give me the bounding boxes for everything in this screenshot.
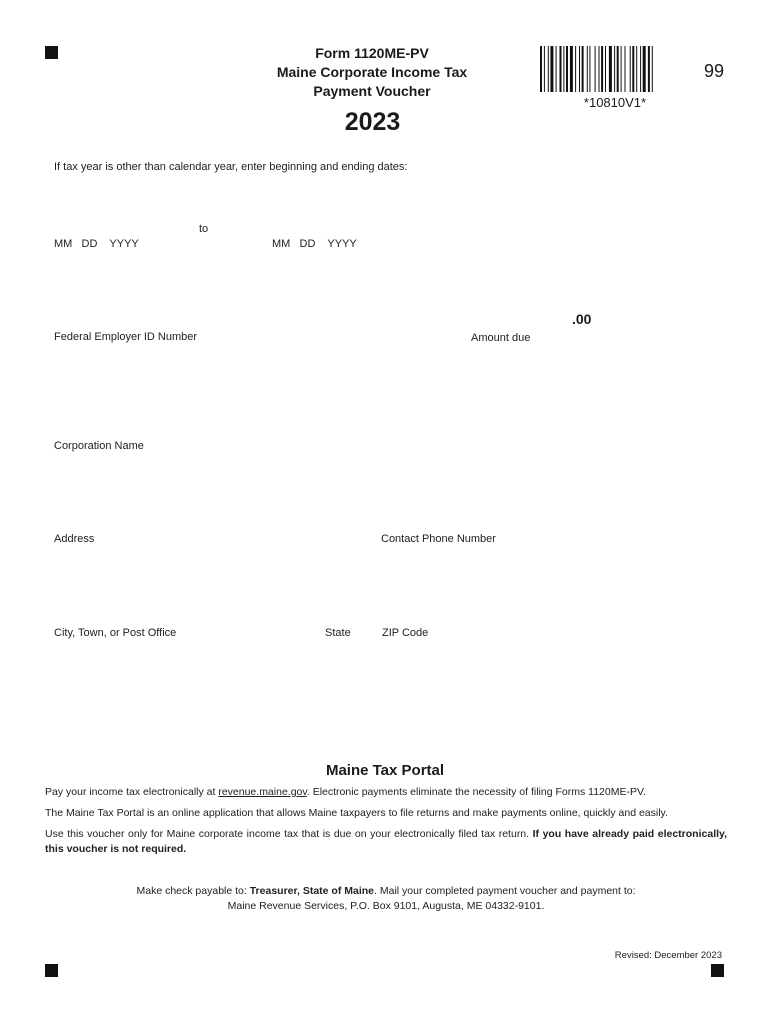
date-instruction: If tax year is other than calendar year, enter beginning and ending dates: xyxy=(54,161,408,173)
city-field[interactable] xyxy=(54,602,308,626)
end-date-format: MM DD YYYY xyxy=(272,238,357,250)
contact-phone-label: Contact Phone Number xyxy=(381,533,496,545)
portal-paragraph-3 xyxy=(45,827,727,857)
begin-date-field[interactable] xyxy=(54,210,188,232)
registration-mark-top-left xyxy=(45,46,58,59)
registration-mark-bottom-left xyxy=(45,964,58,977)
revenue-maine-link[interactable]: revenue.maine.gov xyxy=(218,786,307,798)
end-date-field[interactable] xyxy=(272,210,406,232)
portal-paragraph-1 xyxy=(45,785,727,800)
portal-p1-text: Pay your income tax electronically at xyxy=(45,786,219,798)
mailing-text-end: . Mail your completed payment voucher and payment to: xyxy=(374,885,636,897)
form-number: Form 1120ME-PV xyxy=(315,45,429,61)
mailing-address: Maine Revenue Services, P.O. Box 9101, Augusta, ME 04332-9101. xyxy=(227,900,545,912)
amount-due-label: Amount due xyxy=(471,332,531,344)
fein-label: Federal Employer ID Number xyxy=(54,331,198,343)
tax-year: 2023 xyxy=(344,108,401,136)
state-label: State xyxy=(325,627,351,639)
portal-paragraph-2: The Maine Tax Portal is an online application that allows Maine taxpayers to file returns and make payments online, quickly and easily. xyxy=(45,807,668,819)
registration-mark-bottom-right xyxy=(711,964,724,977)
date-separator: to xyxy=(199,223,209,235)
portal-p3-text: Use this voucher only for Maine corporate income tax that is due on your electronically filed tax return. xyxy=(45,828,533,840)
form-subtitle: Payment Voucher xyxy=(313,83,431,99)
zip-label: ZIP Code xyxy=(382,627,429,639)
portal-p3-bold: If you have already paid electronically, this voucher is not required. xyxy=(45,828,728,855)
mailing-line-1 xyxy=(45,884,727,899)
fein-field[interactable] xyxy=(54,306,318,330)
city-label: City, Town, or Post Office xyxy=(54,627,177,639)
mailing-text: Make check payable to: xyxy=(136,885,250,897)
begin-date-format: MM DD YYYY xyxy=(54,238,139,250)
address-label: Address xyxy=(54,533,95,545)
barcode xyxy=(540,46,690,92)
address-field[interactable] xyxy=(54,508,368,532)
amount-cents: .00 xyxy=(572,311,592,327)
portal-p1-text-end: . Electronic payments eliminate the necessity of filing Forms 1120ME-PV. xyxy=(306,786,646,798)
form-title: Maine Corporate Income Tax xyxy=(276,64,468,80)
payee-name: Treasurer, State of Maine xyxy=(249,885,375,897)
corporation-name-label: Corporation Name xyxy=(54,440,144,452)
barcode-text: *10810V1* xyxy=(583,95,647,110)
zip-field[interactable] xyxy=(381,602,505,626)
state-field[interactable] xyxy=(324,602,368,626)
corporation-name-field[interactable] xyxy=(54,415,718,439)
portal-title: Maine Tax Portal xyxy=(325,762,445,779)
revised-date: Revised: December 2023 xyxy=(614,950,722,961)
form-code: 99 xyxy=(704,61,725,81)
contact-phone-field[interactable] xyxy=(381,508,585,532)
amount-due-field[interactable] xyxy=(470,306,574,330)
